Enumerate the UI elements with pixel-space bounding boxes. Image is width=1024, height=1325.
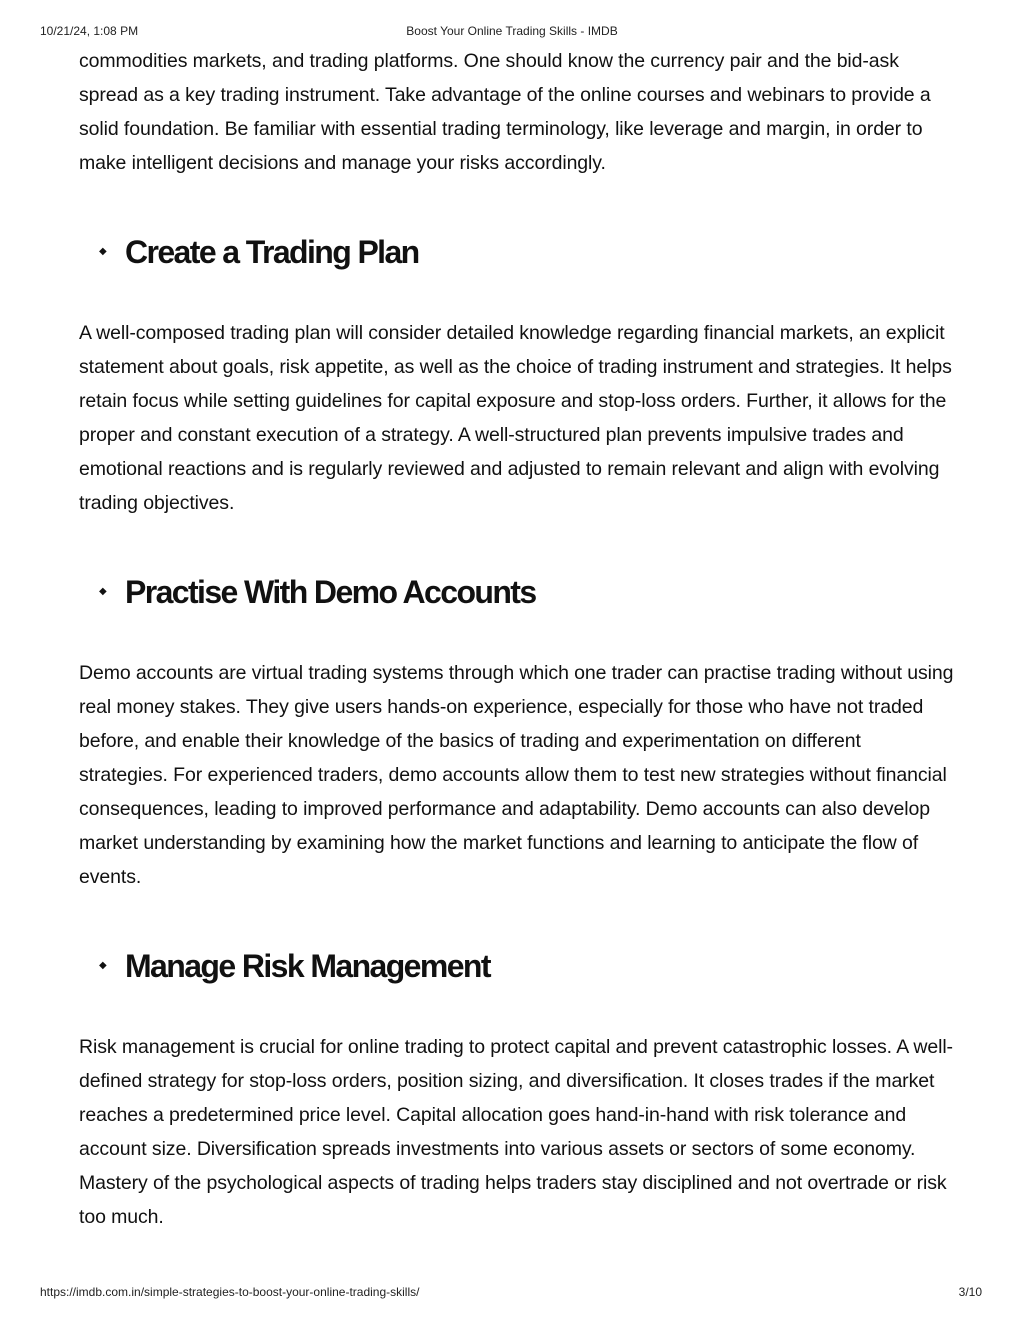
article-content: [79, 44, 954, 1284]
print-footer: [0, 1285, 1024, 1301]
section-body-practise-demo-accounts: Demo accounts are virtual trading systems through which one trader can practise trading without using real money stakes. They give users hands-on experience, especially for those who have not traded before, and enable their knowledge of the basics of trading and experimentation on different strategies. For experienced traders, demo accounts allow them to test new strategies without financial consequences, leading to improved performance and adaptability. Demo accounts can also develop market understanding by examining how the market functions and learning to anticipate the flow of events.: [79, 662, 954, 888]
heading-create-trading-plan: Create a Trading Plan: [125, 234, 419, 270]
intro-paragraph: commodities markets, and trading platforms. One should know the currency pair and the bid-ask spread as a key trading instrument. Take advantage of the online courses and webinars to provide a solid foundation. Be familiar with essential trading terminology, like leverage and margin, in order to make intelligent decisions and manage your risks accordingly.: [79, 50, 931, 174]
bullet-diamond-icon: ◆: [99, 586, 107, 597]
print-header: [0, 24, 1024, 40]
section-body-manage-risk-management: Risk management is crucial for online trading to protect capital and prevent catastrophic losses. A well-defined strategy for stop-loss orders, position sizing, and diversification. It closes trades if the market reaches a predetermined price level. Capital allocation goes hand-in-hand with risk tolerance and account size. Diversification spreads investments into various assets or sectors of some economy. Mastery of the psychological aspects of trading helps traders stay disciplined and not overtrade or risk too much.: [79, 1036, 953, 1228]
section-body-create-trading-plan: A well-composed trading plan will consider detailed knowledge regarding financial markets, an explicit statement about goals, risk appetite, as well as the choice of trading instrument and strategies. It helps retain focus while setting guidelines for capital exposure and stop-loss orders. Further, it allows for the proper and constant execution of a strategy. A well-structured plan prevents impulsive trades and emotional reactions and is regularly reviewed and adjusted to remain relevant and align with evolving trading objectives.: [79, 322, 952, 514]
bullet-diamond-icon: ◆: [99, 960, 107, 971]
print-datetime: 10/21/24, 1:08 PM: [40, 24, 139, 38]
section-heading: [79, 230, 954, 274]
section-practise-demo-accounts: [79, 570, 954, 894]
section-heading: [79, 944, 954, 988]
section-create-trading-plan: [79, 230, 954, 520]
bullet-diamond-icon: ◆: [99, 246, 107, 257]
print-url: https://imdb.com.in/simple-strategies-to-boost-your-online-trading-skills/: [40, 1285, 420, 1299]
section-manage-risk-management: [79, 944, 954, 1234]
print-page-number: 3/10: [958, 1285, 982, 1299]
section-heading: [79, 570, 954, 614]
heading-practise-demo-accounts: Practise With Demo Accounts: [125, 574, 536, 610]
print-page-title: Boost Your Online Trading Skills - IMDB: [406, 24, 618, 38]
heading-manage-risk-management: Manage Risk Management: [125, 948, 490, 984]
